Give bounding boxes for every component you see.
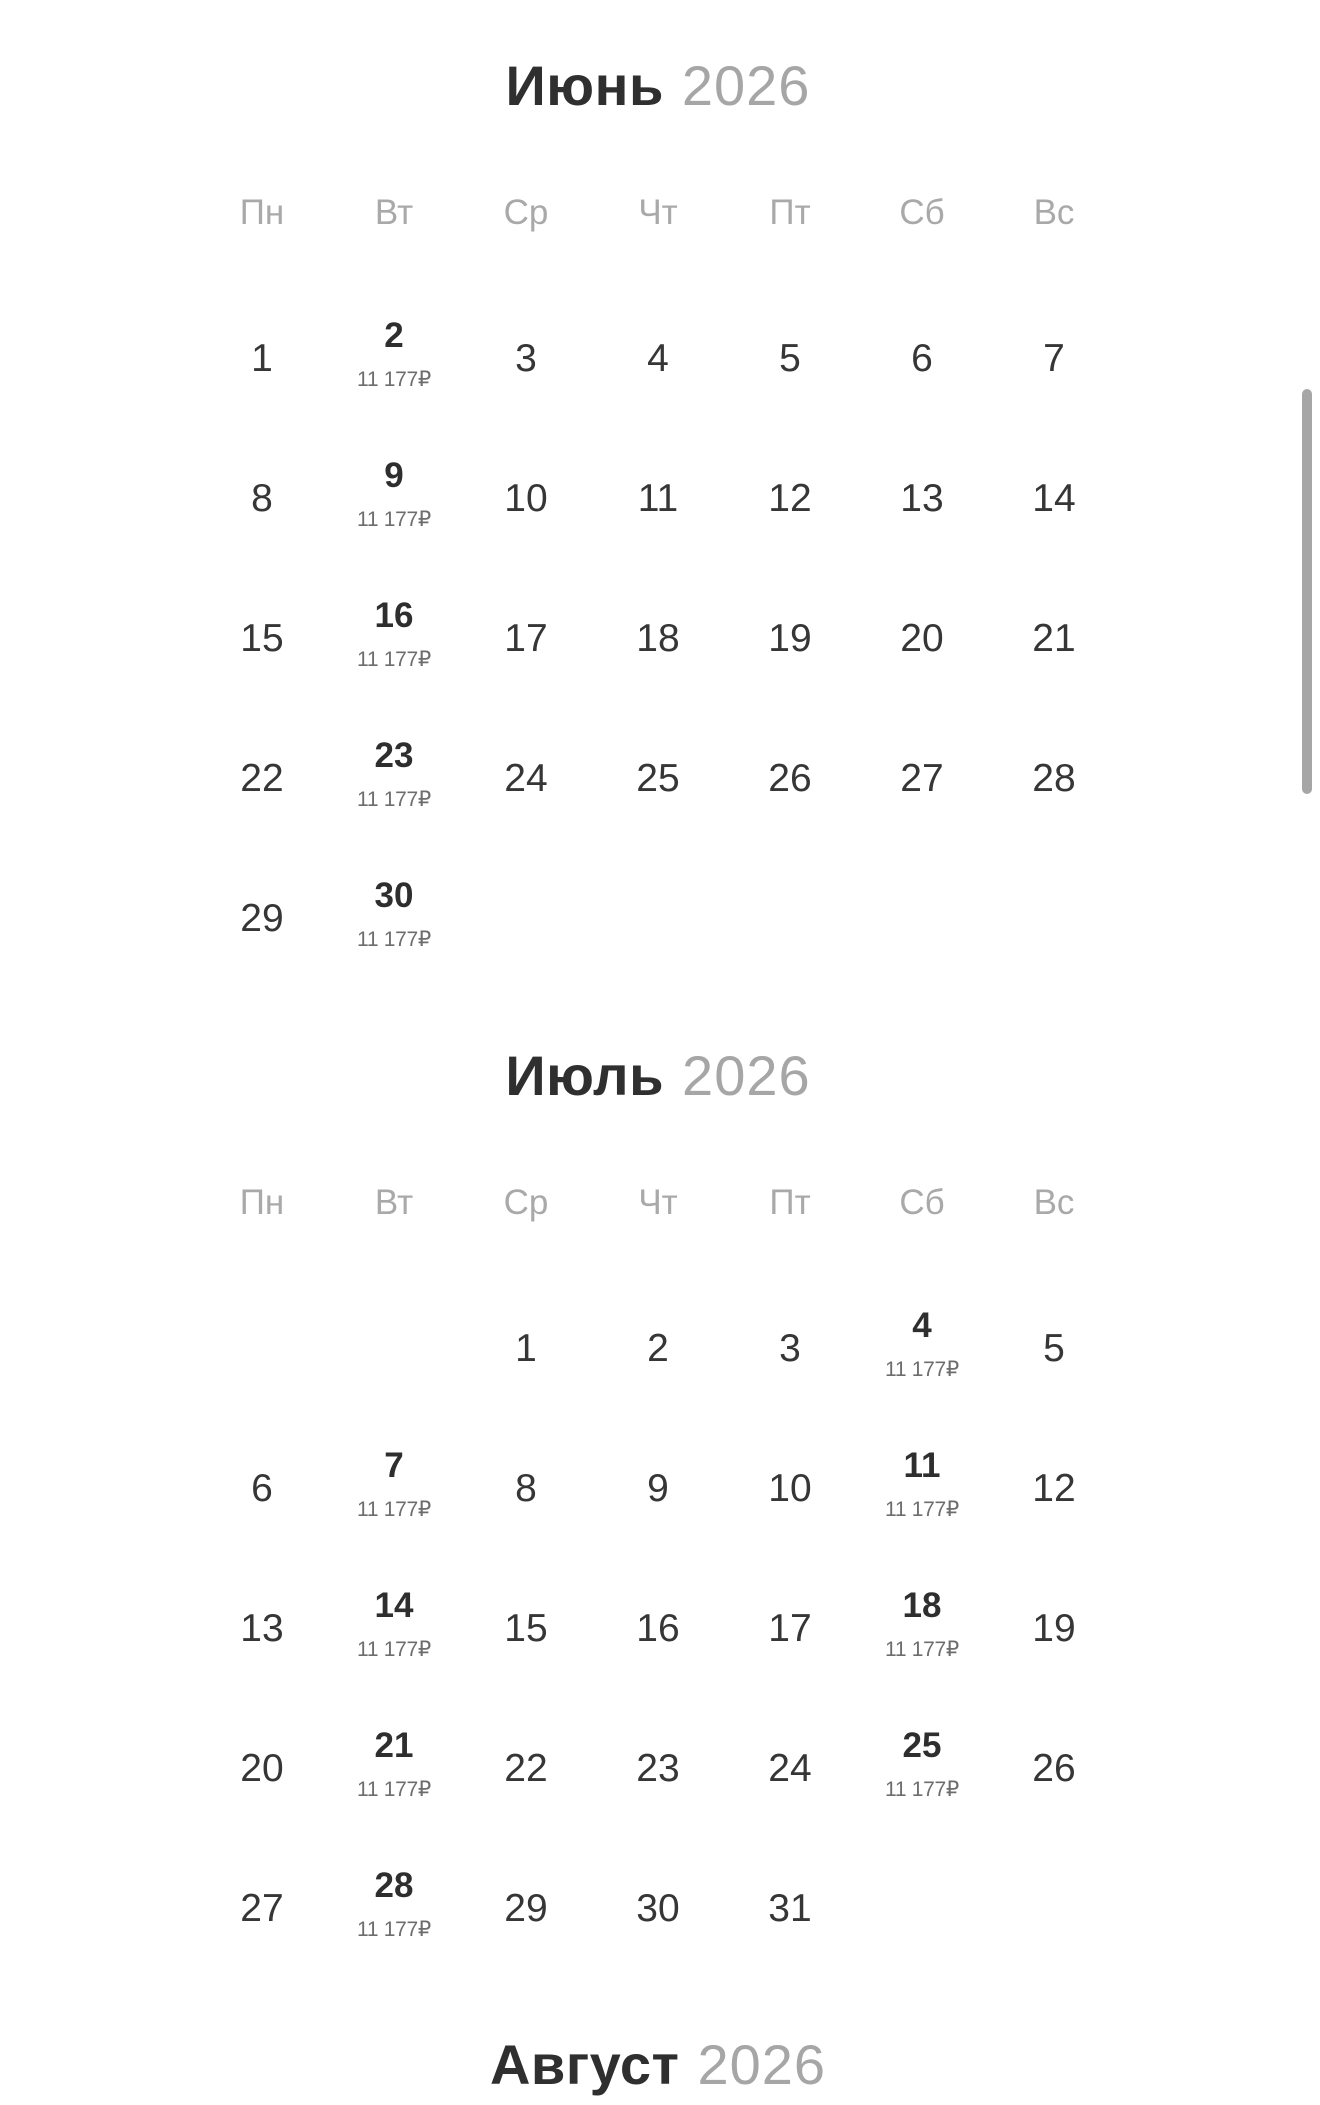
day-number: 29 (240, 897, 284, 941)
day-cell-priced[interactable] (328, 284, 460, 424)
day-number: 6 (251, 1466, 273, 1510)
day-cell[interactable] (856, 289, 988, 429)
day-cell[interactable] (592, 429, 724, 569)
day-number: 11 (903, 1445, 941, 1485)
day-cell[interactable] (196, 289, 328, 429)
day-cell[interactable] (724, 429, 856, 569)
weekday-label: Чт (638, 1182, 678, 1222)
day-number: 22 (240, 757, 284, 801)
month-name-label: Июнь (505, 54, 664, 118)
day-cell[interactable] (724, 1419, 856, 1559)
day-number: 10 (504, 477, 548, 521)
day-cell-priced[interactable] (328, 564, 460, 704)
day-price: 11 177₽ (885, 1777, 959, 1801)
day-number: 27 (240, 1886, 284, 1930)
day-number: 12 (1032, 1466, 1076, 1510)
week-row (196, 289, 1120, 429)
day-price: 11 177₽ (885, 1357, 959, 1381)
day-number: 16 (374, 596, 414, 636)
day-number: 6 (911, 337, 933, 381)
weekday-label: Сб (899, 1182, 945, 1222)
day-cell-priced[interactable] (328, 1694, 460, 1834)
day-number: 20 (240, 1746, 284, 1790)
month-year-label: 2026 (697, 2033, 827, 2097)
week-row (196, 849, 1120, 989)
weekday-label: Пт (769, 1182, 811, 1222)
day-number: 8 (515, 1466, 537, 1510)
day-price: 11 177₽ (357, 1917, 431, 1941)
day-number: 11 (637, 477, 679, 521)
empty-cell (988, 1839, 1120, 1979)
week-row (196, 429, 1120, 569)
empty-cell (856, 1839, 988, 1979)
day-number: 7 (1043, 337, 1065, 381)
day-cell[interactable] (724, 1279, 856, 1419)
day-cell[interactable] (724, 569, 856, 709)
day-cell[interactable] (724, 1699, 856, 1839)
week-row (196, 1279, 1120, 1419)
day-cell[interactable] (988, 1559, 1120, 1699)
day-number: 1 (251, 337, 273, 381)
day-price: 11 177₽ (885, 1497, 959, 1521)
day-cell[interactable] (724, 1839, 856, 1979)
day-number: 13 (900, 477, 944, 521)
day-cell-priced[interactable] (328, 704, 460, 844)
day-cell[interactable] (988, 709, 1120, 849)
day-number: 3 (779, 1326, 801, 1370)
day-number: 18 (902, 1585, 942, 1625)
weekday-label: Ср (503, 193, 549, 233)
day-number: 30 (374, 876, 414, 916)
day-number: 16 (636, 1606, 680, 1650)
month-section (196, 1036, 1120, 1979)
day-number: 25 (902, 1725, 942, 1765)
day-number: 17 (768, 1606, 812, 1650)
day-price: 11 177₽ (357, 928, 431, 952)
day-number: 21 (1032, 617, 1076, 661)
day-number: 22 (504, 1746, 548, 1790)
day-number: 28 (1032, 757, 1076, 801)
day-price: 11 177₽ (357, 1497, 431, 1521)
day-number: 23 (374, 736, 414, 776)
month-title (196, 2025, 1120, 2105)
day-cell[interactable] (724, 289, 856, 429)
day-cell[interactable] (196, 1839, 328, 1979)
weekday-header-row (196, 1183, 1120, 1223)
day-number: 15 (504, 1606, 548, 1650)
day-number: 17 (504, 617, 548, 661)
day-number: 31 (768, 1886, 812, 1930)
day-number: 30 (636, 1886, 680, 1930)
day-price: 11 177₽ (357, 648, 431, 672)
month-grid (196, 289, 1120, 989)
day-cell[interactable] (592, 709, 724, 849)
empty-cell (328, 1279, 460, 1419)
day-cell[interactable] (460, 709, 592, 849)
day-cell-priced[interactable] (328, 1834, 460, 1974)
day-cell[interactable] (988, 569, 1120, 709)
weekday-label: Ср (503, 1182, 549, 1222)
day-cell[interactable] (196, 569, 328, 709)
weekday-label: Пн (239, 1182, 285, 1222)
month-name-label: Август (489, 2033, 680, 2097)
day-number: 1 (515, 1326, 537, 1370)
week-row (196, 569, 1120, 709)
day-number: 9 (647, 1466, 669, 1510)
weekday-label: Пн (239, 193, 285, 233)
day-cell[interactable] (988, 1419, 1120, 1559)
empty-cell (592, 849, 724, 989)
day-number: 5 (1043, 1326, 1065, 1370)
weekday-label: Вт (374, 1182, 414, 1222)
day-cell[interactable] (592, 1699, 724, 1839)
day-number: 4 (912, 1305, 932, 1345)
day-number: 26 (1032, 1746, 1076, 1790)
day-number: 21 (374, 1725, 414, 1765)
weekday-label: Пт (769, 193, 811, 233)
day-cell-priced[interactable] (856, 1414, 988, 1554)
month-title (196, 46, 1120, 126)
day-number: 8 (251, 477, 273, 521)
day-number: 15 (240, 617, 284, 661)
day-cell-priced[interactable] (856, 1274, 988, 1414)
day-number: 24 (504, 757, 548, 801)
day-cell[interactable] (988, 1279, 1120, 1419)
day-cell[interactable] (460, 429, 592, 569)
day-number: 14 (1032, 477, 1076, 521)
day-number: 2 (384, 316, 404, 356)
weekday-header-row (196, 193, 1120, 233)
day-cell[interactable] (196, 1559, 328, 1699)
empty-cell (460, 849, 592, 989)
day-cell[interactable] (592, 289, 724, 429)
empty-cell (196, 1279, 328, 1419)
day-cell[interactable] (460, 569, 592, 709)
month-section (196, 46, 1120, 989)
week-row (196, 709, 1120, 849)
day-cell[interactable] (592, 1839, 724, 1979)
day-number: 7 (384, 1445, 404, 1485)
day-cell[interactable] (592, 1419, 724, 1559)
month-title (196, 1036, 1120, 1116)
day-number: 13 (240, 1606, 284, 1650)
day-number: 29 (504, 1886, 548, 1930)
day-cell[interactable] (196, 1419, 328, 1559)
day-price: 11 177₽ (357, 368, 431, 392)
day-cell[interactable] (988, 289, 1120, 429)
day-cell[interactable] (460, 1419, 592, 1559)
day-cell[interactable] (988, 1699, 1120, 1839)
day-cell[interactable] (592, 1559, 724, 1699)
day-cell-priced[interactable] (328, 1414, 460, 1554)
day-cell[interactable] (460, 289, 592, 429)
month-year-label: 2026 (682, 1043, 811, 1107)
day-number: 18 (636, 617, 680, 661)
day-cell[interactable] (196, 849, 328, 989)
month-grid (196, 1279, 1120, 1979)
day-cell-priced[interactable] (328, 424, 460, 564)
day-number: 12 (768, 477, 812, 521)
month-section (196, 2025, 1120, 2105)
day-cell-priced[interactable] (856, 1694, 988, 1834)
scrollbar-thumb[interactable] (1302, 389, 1312, 794)
day-cell[interactable] (196, 709, 328, 849)
day-cell[interactable] (460, 1279, 592, 1419)
day-number: 25 (636, 757, 680, 801)
day-cell-priced[interactable] (328, 1554, 460, 1694)
day-cell[interactable] (460, 1559, 592, 1699)
page (0, 46, 1320, 2097)
empty-cell (988, 849, 1120, 989)
day-number: 2 (647, 1326, 669, 1370)
day-cell[interactable] (856, 709, 988, 849)
week-row (196, 1839, 1120, 1979)
day-cell[interactable] (592, 569, 724, 709)
day-number: 14 (374, 1585, 414, 1625)
day-cell[interactable] (196, 1699, 328, 1839)
day-number: 23 (636, 1746, 680, 1790)
week-row (196, 1419, 1120, 1559)
day-cell[interactable] (460, 1839, 592, 1979)
day-number: 26 (768, 757, 812, 801)
day-number: 19 (1032, 1606, 1076, 1650)
week-row (196, 1559, 1120, 1699)
day-number: 19 (768, 617, 812, 661)
weekday-label: Сб (899, 193, 945, 233)
day-cell[interactable] (724, 709, 856, 849)
day-price: 11 177₽ (885, 1637, 959, 1661)
day-number: 10 (768, 1466, 812, 1510)
calendar (196, 46, 1120, 2105)
day-cell-priced[interactable] (856, 1554, 988, 1694)
month-name-label: Июль (505, 1043, 665, 1107)
week-row (196, 1699, 1120, 1839)
day-number: 4 (647, 337, 669, 381)
day-cell-priced[interactable] (328, 844, 460, 984)
day-number: 3 (515, 337, 537, 381)
weekday-label: Вс (1033, 1182, 1075, 1222)
day-number: 28 (374, 1865, 414, 1905)
day-cell[interactable] (856, 429, 988, 569)
day-number: 27 (900, 757, 944, 801)
month-year-label: 2026 (681, 54, 811, 118)
day-cell[interactable] (856, 569, 988, 709)
day-price: 11 177₽ (357, 788, 431, 812)
empty-cell (856, 849, 988, 989)
day-number: 9 (384, 456, 404, 496)
day-number: 20 (900, 617, 944, 661)
day-cell[interactable] (988, 429, 1120, 569)
day-price: 11 177₽ (357, 508, 431, 532)
day-price: 11 177₽ (357, 1777, 431, 1801)
day-cell[interactable] (196, 429, 328, 569)
day-number: 24 (768, 1746, 812, 1790)
day-cell[interactable] (460, 1699, 592, 1839)
weekday-label: Вс (1033, 193, 1075, 233)
day-price: 11 177₽ (357, 1637, 431, 1661)
day-cell[interactable] (592, 1279, 724, 1419)
empty-cell (724, 849, 856, 989)
weekday-label: Чт (638, 193, 678, 233)
day-cell[interactable] (724, 1559, 856, 1699)
day-number: 5 (779, 337, 801, 381)
weekday-label: Вт (374, 193, 414, 233)
